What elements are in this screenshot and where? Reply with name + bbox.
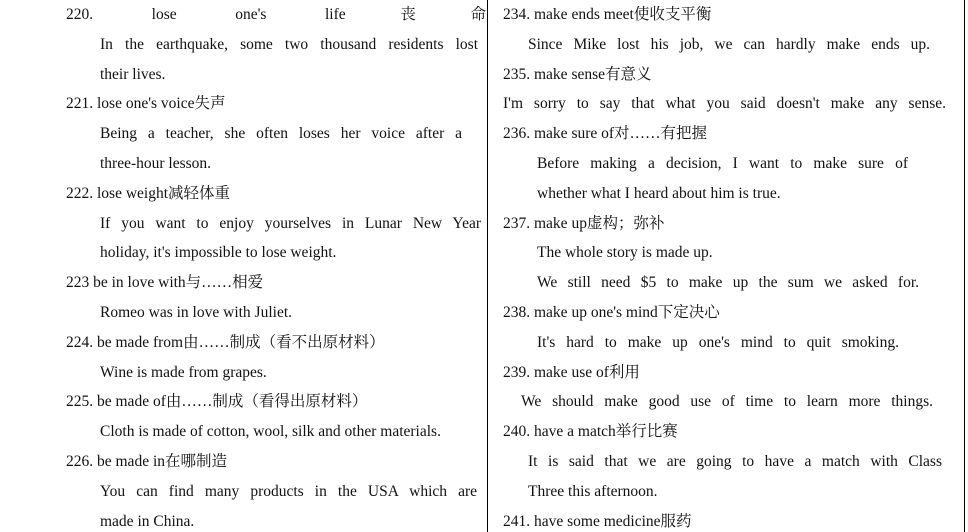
- phrase-heading: 238. make up one's mind下定决心: [503, 304, 720, 321]
- right-border: [964, 0, 965, 532]
- phrase-heading: 223 be in love with与……相爱: [66, 274, 264, 291]
- example-line: It is said that we are going to have a match with Class: [528, 453, 942, 470]
- example-line: It's hard to make up one's mind to quit smoking.: [537, 334, 899, 351]
- example-line: Wine is made from grapes.: [100, 364, 267, 381]
- example-line: Being a teacher, she often loses her voice after a: [100, 125, 462, 142]
- column-divider: [487, 0, 488, 532]
- phrase-heading: 222. lose weight减轻体重: [66, 185, 231, 202]
- example-line: Cloth is made of cotton, wool, silk and other materials.: [100, 423, 441, 440]
- phrase-heading: 240. have a match举行比赛: [503, 423, 678, 440]
- example-line: In the earthquake, some two thousand residents lost: [100, 36, 478, 53]
- phrase-heading: 234. make ends meet使收支平衡: [503, 6, 712, 23]
- example-line: Three this afternoon.: [528, 483, 658, 500]
- phrase-heading: 226. be made in在哪制造: [66, 453, 228, 470]
- example-line: Before making a decision, I want to make sure of: [537, 155, 908, 172]
- phrase-heading: 236. make sure of对……有把握: [503, 125, 708, 142]
- example-line: holiday, it's impossible to lose weight.: [100, 244, 337, 261]
- example-line: The whole story is made up.: [537, 244, 713, 261]
- example-line: made in China.: [100, 513, 195, 530]
- example-line: We still need $5 to make up the sum we asked for.: [537, 274, 919, 291]
- example-line: You can find many products in the USA which are: [100, 483, 477, 500]
- phrase-heading: 239. make use of利用: [503, 364, 640, 381]
- phrase-heading: 224. be made from由……制成（看不出原材料）: [66, 334, 385, 351]
- phrase-heading: 220. lose one's life丧命: [66, 6, 486, 23]
- example-line: Romeo was in love with Juliet.: [100, 304, 293, 321]
- phrase-heading: 235. make sense有意义: [503, 66, 652, 83]
- example-line: three-hour lesson.: [100, 155, 212, 172]
- phrase-heading: 237. make up虚构；弥补: [503, 215, 665, 232]
- phrase-heading: 241. have some medicine服药: [503, 513, 692, 530]
- example-line: I'm sorry to say that what you said doesn't make any sense.: [503, 95, 946, 112]
- example-line: We should make good use of time to learn more things.: [521, 393, 933, 410]
- example-line: their lives.: [100, 66, 166, 83]
- example-line: Since Mike lost his job, we can hardly make ends up.: [528, 36, 930, 53]
- example-line: whether what I heard about him is true.: [537, 185, 781, 202]
- example-line: If you want to enjoy yourselves in Lunar New Year: [100, 215, 481, 232]
- phrase-heading: 221. lose one's voice失声: [66, 95, 226, 112]
- phrase-heading: 225. be made of由……制成（看得出原材料）: [66, 393, 368, 410]
